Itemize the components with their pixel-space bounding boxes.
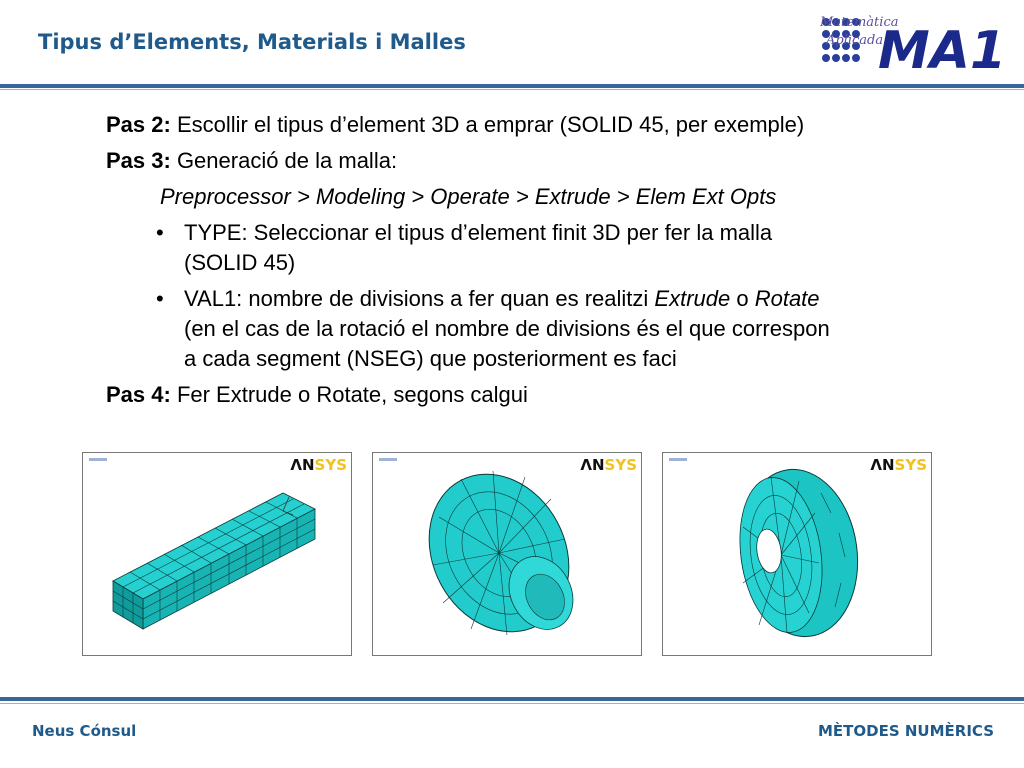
panel-caption-bar [89,458,107,461]
extrude-mesh-image [83,453,351,655]
step-4 [106,380,986,410]
header-rule-thin [0,89,1024,90]
footer-rule-thin [0,703,1024,704]
bullet-val1-line3: a cada segment (NSEG) que posteriorment es faci [184,346,677,371]
step-2-text: Escollir el tipus d’element 3D a emprar (SOLID 45, per exemple) [170,112,805,137]
footer-author: Neus Cónsul [32,722,137,740]
logo-text-2: Aplicada [826,33,884,48]
ansys-logo: ΛNSYS [290,456,347,474]
rotate-mesh-image-2 [663,453,931,655]
footer-course: MÈTODES NUMÈRICS [817,722,994,740]
menu-path: Preprocessor > Modeling > Operate > Extrude > Elem Ext Opts [160,184,777,209]
step-2 [106,110,986,140]
logo-ma1: MA1 [878,21,1000,74]
ansys-logo: ΛNSYS [870,456,927,474]
footer-rule [0,697,1024,701]
step-4-text: Fer Extrude o Rotate, segons calgui [170,382,528,407]
ansys-panel-extrude [82,452,352,656]
bullet-val1-line2: (en el cas de la rotació el nombre de divisions és el que correspon [184,316,830,341]
rotate-mesh-image-1 [373,453,641,655]
bullet-dot: • [156,286,164,311]
step-2-label: Pas 2: [106,112,171,137]
ansys-panel-rotate-1 [372,452,642,656]
ansys-panel-rotate-2 [662,452,932,656]
logo-text-1: Matemàtica [820,15,899,30]
step-3 [106,146,986,176]
logo-mark [820,8,1000,74]
bullet-dot: • [156,220,164,245]
step-3-label: Pas 3: [106,148,171,173]
bullet-val1-line1: VAL1: nombre de divisions a fer quan es realitzi Extrude o Rotate [184,286,820,311]
step-3-text: Generació de la malla: [170,148,398,173]
page-title: Tipus d’Elements, Materials i Malles [38,30,466,54]
bullet-type [106,218,986,278]
header-rule [0,84,1024,88]
ma1-logo [820,8,1000,74]
panel-caption-bar [379,458,397,461]
step-4-label: Pas 4: [106,382,171,407]
panel-caption-bar [669,458,687,461]
ansys-logo: ΛNSYS [580,456,637,474]
bullet-val1 [106,284,986,374]
bullet-type-line1: TYPE: Seleccionar el tipus d’element finit 3D per fer la malla [184,220,773,245]
slide-body [106,110,986,410]
bullet-type-line2: (SOLID 45) [184,250,296,275]
